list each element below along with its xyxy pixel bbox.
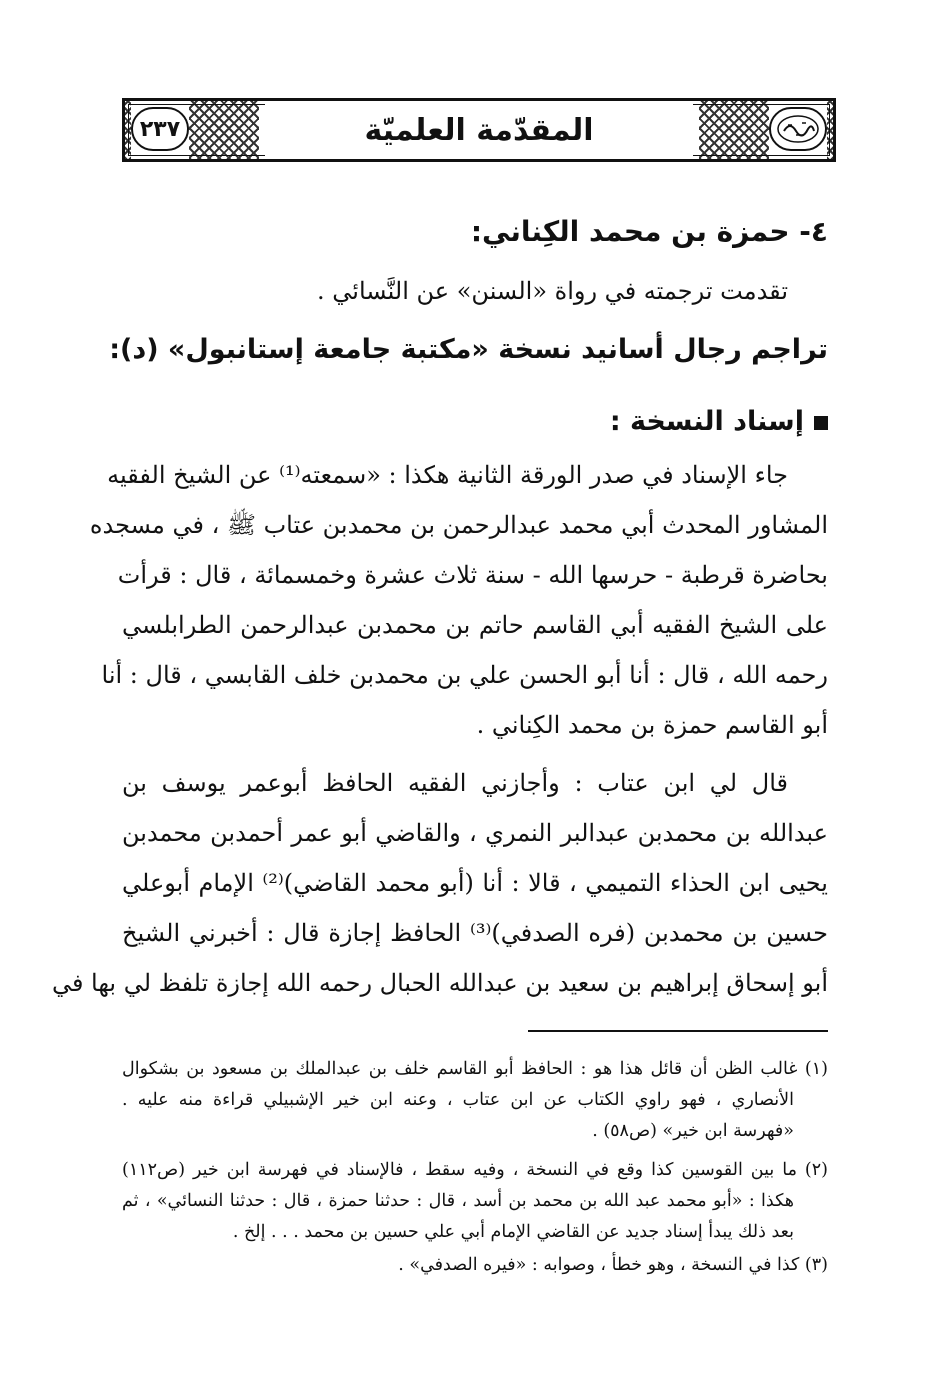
bullet-square-icon — [814, 416, 828, 430]
para2-line: أبو إسحاق إبراهيم بن سعيد بن عبدالله الحبال رحمه الله إجازة تلفظ لي بها في — [51, 969, 828, 997]
isnad-heading-block — [122, 402, 828, 442]
footnote-separator — [528, 1030, 828, 1032]
section-4-body — [122, 266, 828, 316]
footnote-line: هكذا : «أبو محمد عبد الله بن محمد بن أسد ، قال : حدثنا حمزة ، قال : حدثنا النسائي» ، ثم — [122, 1191, 794, 1211]
para1-line: أبو القاسم حمزة بن محمد الكِناني . — [476, 711, 828, 739]
para1-line: على الشيخ الفقيه أبي القاسم حاتم بن محمدبن عبدالرحمن الطرابلسي — [122, 611, 828, 639]
running-title: المقدّمة العلميّة — [265, 101, 693, 159]
main-heading-block — [109, 330, 828, 370]
isnad-paragraph-1 — [89, 450, 828, 750]
header-ornament-right — [699, 101, 769, 159]
footnote-3 — [122, 1250, 828, 1281]
main-heading: تراجم رجال أسانيد نسخة «مكتبة جامعة إستانبول» (د): — [109, 334, 828, 365]
logo-calligraphy-icon — [774, 111, 822, 147]
header-ornament-right-edge — [827, 101, 833, 159]
footnote-line: (١) غالب الظن أن قائل هذا هو : الحافظ أبو القاسم خلف بن عبدالملك بن مسعود بن بشكوال — [122, 1059, 828, 1079]
page-header — [122, 98, 836, 162]
header-ornament-left — [189, 101, 259, 159]
footnote-1 — [122, 1054, 828, 1147]
isnad-heading — [122, 402, 828, 442]
footnote-line: «فهرسة ابن خير» (ص٥٨) . — [592, 1121, 794, 1141]
section-4-text: تقدمت ترجمته في رواة «السنن» عن النَّسائي . — [317, 277, 788, 305]
isnad-paragraph-2 — [51, 758, 828, 1008]
para1-line: جاء الإسناد في صدر الورقة الثانية هكذا : «سمعته⁽¹⁾ عن الشيخ الفقيه — [107, 461, 788, 489]
footnote-line: (٢) ما بين القوسين كذا وقع في النسخة ، وفيه سقط ، فالإسناد في فهرسة ابن خير (ص١١٢) — [122, 1160, 828, 1180]
isnad-heading-text: إسناد النسخة : — [609, 406, 804, 437]
section-4-heading: ٤- حمزة بن محمد الكِناني: — [470, 215, 828, 248]
section-4 — [122, 212, 828, 252]
footnote-line: بعد ذلك يبدأ إسناد جديد عن القاضي الإمام أبي علي حسين بن محمد . . . إلخ . — [232, 1222, 794, 1242]
para2-line: قال لي ابن عتاب : وأجازني الفقيه الحافظ أبوعمر يوسف بن — [122, 769, 788, 797]
para2-line: عبدالله بن محمدبن عبدالبر النمري ، والقاضي أبو عمر أحمدبن محمدبن — [122, 819, 828, 847]
footnote-2 — [122, 1155, 828, 1248]
para1-line: المشاور المحدث أبي محمد عبدالرحمن بن محمدبن عتاب ﷺ ، في مسجده — [89, 511, 828, 539]
footnotes — [122, 1054, 828, 1281]
footnote-line: (٣) كذا في النسخة ، وهو خطأ ، وصوابه : «فيره الصدفي» . — [398, 1255, 828, 1275]
page-number: ٢٣٧ — [131, 107, 189, 151]
para2-line: حسين بن محمدبن (فره الصدفي)⁽³⁾ الحافظ إجازة قال : أخبرني الشيخ — [122, 919, 828, 947]
footnote-line: الأنصاري ، فهو راوي الكتاب عن ابن عتاب ، وعنه ابن خير الإشبيلي قراءة منه عليه . — [122, 1090, 794, 1110]
publisher-logo — [769, 107, 827, 151]
para1-line: بحاضرة قرطبة - حرسها الله - سنة ثلاث عشرة وخمسمائة ، قال : قرأت — [117, 561, 828, 589]
para2-line: يحيى ابن الحذاء التميمي ، قالا : أنا (أبو محمد القاضي)⁽²⁾ الإمام أبوعلي — [122, 869, 828, 897]
para1-line: رحمه الله ، قال : أنا أبو الحسن علي بن محمدبن خلف القابسي ، قال : أنا — [101, 661, 828, 689]
